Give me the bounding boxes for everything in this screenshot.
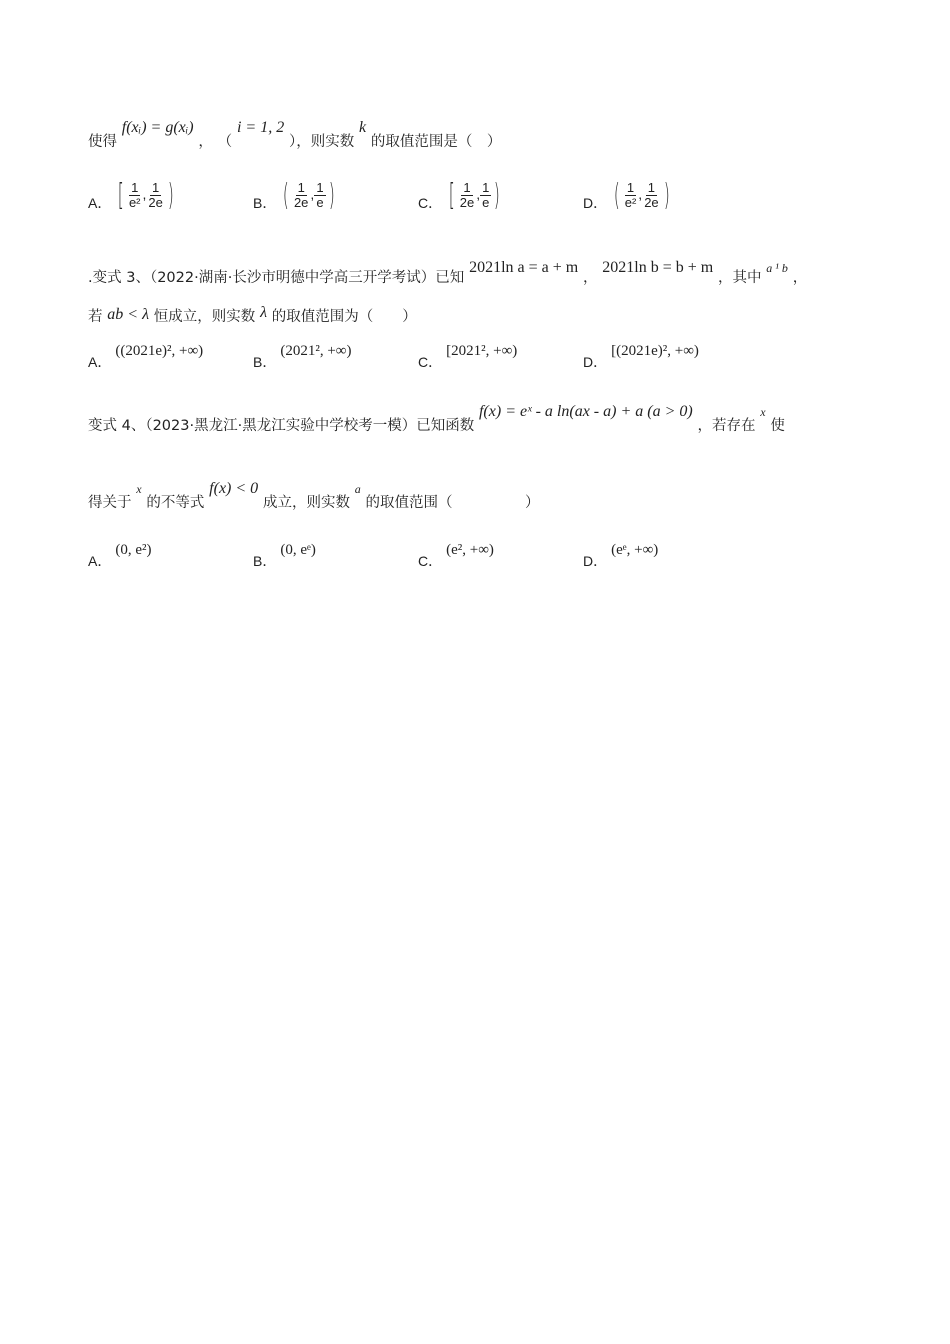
option-d[interactable]: D． ( $\frac{1}{\text{e²}}$ , $\frac{1}{2e}$ ) — [583, 178, 670, 213]
option-label: B． — [253, 354, 277, 370]
option-value: (0, e²) — [115, 542, 152, 558]
text: 使 — [770, 418, 785, 434]
option-label: D． — [583, 354, 608, 370]
option-label: B． — [253, 195, 277, 211]
option-value: (0, eᵉ) — [280, 542, 316, 558]
question-3-line-1 — [88, 259, 808, 287]
math-formula: a ¹ b — [766, 261, 788, 275]
fraction: $\frac{1}{2e}$ — [644, 180, 659, 210]
text: ， — [198, 134, 213, 150]
text: 恒成立，则实数 — [153, 309, 256, 325]
option-c[interactable] — [418, 542, 494, 571]
option-label: D． — [583, 553, 608, 569]
option-label: B． — [253, 553, 277, 569]
option-b[interactable]: B． ( $\frac{1}{2e}$ , $\frac{1}{e}$ ) — [253, 178, 335, 213]
text: ，其中 — [718, 270, 762, 286]
math-formula: 2021ln b = b + m — [602, 259, 714, 276]
text: 的不等式 — [146, 495, 205, 511]
option-label: C． — [418, 553, 443, 569]
option-label: C． — [418, 354, 443, 370]
text: 使得 — [88, 134, 117, 150]
text: 得关于 — [88, 495, 132, 511]
option-value: (e², +∞) — [446, 542, 494, 558]
bracket: [ — [118, 178, 125, 213]
text: ， — [583, 270, 598, 286]
bracket: [ — [448, 178, 455, 213]
option-a[interactable]: A． [ $\frac{1}{\text{e²}}$ , $\frac{1}{2e}$ ) — [88, 178, 174, 213]
option-c[interactable]: C． [ $\frac{1}{2e}$ , $\frac{1}{e}$ ) — [418, 178, 501, 213]
math-variable: x — [760, 405, 766, 419]
question-4-line-1 — [88, 403, 785, 435]
option-c[interactable] — [418, 343, 518, 372]
math-variable: a — [354, 482, 361, 496]
option-d[interactable] — [583, 542, 659, 571]
option-d[interactable] — [583, 343, 699, 372]
fraction: $\frac{1}{2e}$ — [148, 180, 163, 210]
math-variable: k — [359, 119, 367, 136]
bracket: ) — [494, 178, 501, 213]
math-variable: λ — [260, 304, 268, 321]
option-value: ((2021e)², +∞) — [115, 343, 204, 359]
option-label: A． — [88, 354, 112, 370]
fraction: $\frac{1}{\text{e²}}$ — [128, 180, 141, 210]
fraction: $\frac{1}{e}$ — [316, 180, 324, 210]
option-value: [(2021e)², +∞) — [611, 343, 699, 359]
text: 若 — [88, 309, 103, 325]
math-formula: i = 1, 2 — [236, 119, 285, 136]
math-formula: f(x) = eˣ - a ln(ax - a) + a (a > 0) — [478, 403, 693, 420]
fraction: $\frac{1}{2e}$ — [459, 180, 475, 210]
option-b[interactable] — [253, 343, 352, 372]
text: 的取值范围（ ） — [365, 495, 540, 511]
math-formula: f(x) < 0 — [209, 480, 259, 497]
fraction: $\frac{1}{2e}$ — [293, 180, 309, 210]
option-a[interactable] — [88, 343, 204, 372]
fraction: $\frac{1}{\text{e²}}$ — [624, 180, 637, 210]
option-a[interactable] — [88, 542, 152, 571]
text: ），则实数 — [288, 134, 355, 150]
math-variable: x — [136, 482, 142, 496]
bracket: ) — [328, 178, 335, 213]
question-3-line-2 — [88, 305, 417, 326]
math-formula: f(xᵢ) = g(xᵢ) — [121, 119, 194, 136]
text: 成立，则实数 — [262, 495, 350, 511]
bracket: ( — [283, 178, 290, 213]
option-label: A． — [88, 553, 112, 569]
option-b[interactable] — [253, 542, 316, 571]
option-label: D． — [583, 195, 608, 211]
option-label: A． — [88, 195, 112, 211]
bracket: ) — [663, 178, 670, 213]
question-line-prev — [88, 119, 502, 151]
option-value: (2021², +∞) — [280, 343, 352, 359]
question-4-line-2 — [88, 480, 540, 512]
fraction: $\frac{1}{e}$ — [482, 180, 490, 210]
option-label: C． — [418, 195, 443, 211]
bracket: ) — [167, 178, 174, 213]
option-value: (eᵉ, +∞) — [611, 542, 659, 558]
math-formula: 2021ln a = a + m — [469, 259, 579, 276]
option-value: [2021², +∞) — [446, 343, 518, 359]
text: ，若存在 — [697, 418, 756, 434]
question-heading: 变式 4、（2023·黑龙江·黑龙江实验中学校考一模）已知函数 — [88, 418, 475, 434]
bracket: ( — [613, 178, 620, 213]
question-heading: .变式 3、（2022·湖南·长沙市明德中学高三开学考试）已知 — [88, 270, 465, 286]
text: （ — [217, 134, 233, 150]
text: 的取值范围是（ ） — [370, 134, 502, 150]
text: ， — [792, 270, 808, 286]
math-formula: ab < λ — [107, 306, 150, 323]
text: 的取值范围为（ ） — [271, 309, 417, 325]
